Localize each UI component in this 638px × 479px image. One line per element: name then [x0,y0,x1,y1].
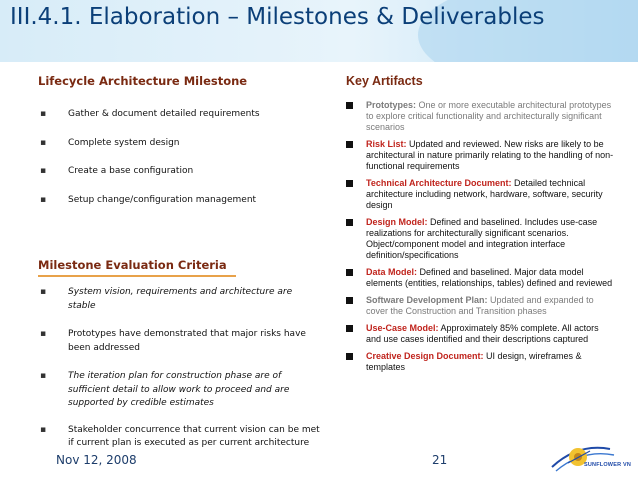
bullet-icon: ▪ [40,329,47,339]
artifact-item: Software Development Plan: Updated and expanded to cover the Construction and Transition phases [346,295,616,317]
artifact-item: Design Model: Defined and baselined. Includes use-case realizations for architecturally significant scenarios. Object/component model and integration interface definition/specifications [346,217,616,261]
list-item: ▪ Gather & document detailed requirements [40,109,260,119]
artifact-item: Use-Case Model: Approximately 85% complete. All actors and use cases identified and their descriptions captured [346,323,616,345]
list-item: ▪ System vision, requirements and architecture are stable [40,287,293,311]
square-bullet-icon [346,219,353,226]
bullet-icon: ▪ [40,166,47,176]
heading-underline [38,275,236,277]
bullet-icon: ▪ [40,194,47,205]
key-artifacts-heading: Key Artifacts [346,74,423,88]
list-item: ▪ The iteration plan for construction phase are of sufficient detail to allow work to proceed and are supported by credible estimates [40,371,290,408]
sunflower-logo-icon [548,437,634,477]
artifact-item: Risk List: Updated and reviewed. New risks are likely to be architectural in nature primarily relating to the handling of non-functional requirements [346,139,616,172]
list-item: ▪ Setup change/configuration management [40,194,257,205]
list-item: ▪ Prototypes have demonstrated that major risks have been addressed [40,329,306,353]
list-item: ▪ Stakeholder concurrence that current vision can be met if current plan is executed as per current architecture [40,424,320,448]
bullet-icon: ▪ [40,137,47,148]
artifact-list [346,100,616,379]
list-item: ▪ Create a base configuration [40,166,194,176]
criteria-heading: Milestone Evaluation Criteria [38,258,227,272]
bullet-icon: ▪ [40,371,47,381]
artifact-item: Technical Architecture Document: Detailed technical architecture including network, hardware, software, security design [346,178,616,211]
lifecycle-heading: Lifecycle Architecture Milestone [38,74,248,88]
criteria-list [38,286,320,451]
artifact-item: Data Model: Defined and baselined. Major data model elements (entities, relationships, tables) defined and reviewed [346,267,616,289]
bullet-icon: ▪ [40,424,47,435]
square-bullet-icon [346,325,353,332]
artifact-item: Creative Design Document: UI design, wireframes & templates [346,351,616,373]
key-artifacts-section [346,74,626,88]
logo-text: SUNFLOWER VN [584,462,632,468]
square-bullet-icon [346,353,353,360]
square-bullet-icon [346,269,353,276]
bullet-icon: ▪ [40,287,47,297]
slide-title: III.4.1. Elaboration – Milestones & Deliverables [10,4,545,30]
artifact-item: Prototypes: One or more executable architectural prototypes to explore critical functionality and architecturally significant scenarios [346,100,616,133]
milestone-list [38,108,318,222]
square-bullet-icon [346,180,353,187]
square-bullet-icon [346,141,353,148]
page-number: 21 [432,453,448,467]
square-bullet-icon [346,102,353,109]
bullet-icon: ▪ [40,109,47,119]
lifecycle-section [38,74,318,88]
list-item: ▪ Complete system design [40,137,180,148]
footer-date: Nov 12, 2008 [56,453,137,467]
square-bullet-icon [346,297,353,304]
